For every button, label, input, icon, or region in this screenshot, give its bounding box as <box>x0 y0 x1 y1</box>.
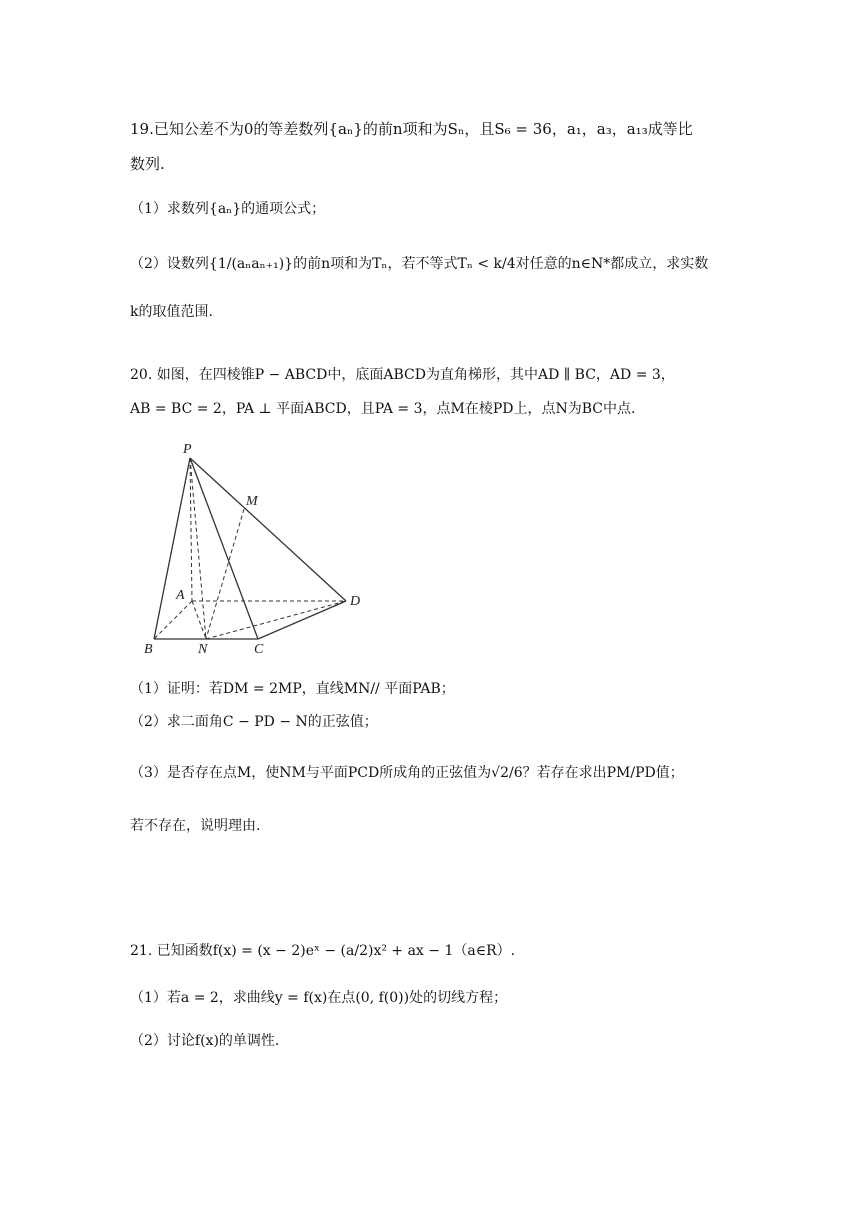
q21-part1: （1）若a = 2，求曲线y = f(x)在点(0, f(0))处的切线方程； <box>130 990 508 1006</box>
edge-PC <box>190 458 258 639</box>
q21-line1: 21. 已知函数f(x) = (x − 2)eˣ − (a/2)x² + ax − 1（a∈R）. <box>130 943 516 959</box>
q19-part1: （1）求数列{aₙ}的通项公式； <box>130 201 326 217</box>
label-C: C <box>254 642 264 657</box>
q19-part2-line2: k的取值范围. <box>130 304 213 320</box>
label-M: M <box>246 494 258 509</box>
edge-PB <box>154 458 190 639</box>
label-B: B <box>144 642 153 657</box>
q20-line2: AB = BC = 2，PA ⊥ 平面ABCD，且PA = 3，点M在棱PD上，点N为BC中点. <box>130 401 636 417</box>
label-P: P <box>183 442 192 457</box>
edge-PD <box>190 458 346 601</box>
q20-part3: （3）是否存在点M，使NM与平面PCD所成角的正弦值为√2/6？若存在求出PM/PD值； <box>130 765 684 781</box>
label-D: D <box>350 594 361 609</box>
pyramid-figure <box>130 435 390 665</box>
edge-PN <box>190 458 206 639</box>
edge-ND <box>206 601 346 639</box>
q21-part2: （2）讨论f(x)的单调性. <box>130 1033 280 1049</box>
q20-part2: （2）求二面角C − PD − N的正弦值； <box>130 714 378 730</box>
edge-CD <box>258 601 346 639</box>
label-N: N <box>198 642 208 657</box>
q19-part2: （2）设数列{1/(aₙaₙ₊₁)}的前n项和为Tₙ，若不等式Tₙ < k/4对任意的n∈N*都成立，求实数 <box>130 256 709 272</box>
q20-part3-line2: 若不存在，说明理由. <box>130 818 261 834</box>
label-A: A <box>176 588 185 603</box>
q19-line2: 数列. <box>130 155 165 173</box>
edge-AB <box>154 601 192 639</box>
edge-MN <box>206 509 244 639</box>
q20-line1: 20. 如图，在四棱锥P − ABCD中，底面ABCD为直角梯形，其中AD ∥ BC，AD = 3， <box>130 367 675 383</box>
q19-line1: 19.已知公差不为0的等差数列{aₙ}的前n项和为Sₙ，且S₆ = 36，a₁，a₃，a₁₃成等比 <box>130 120 693 138</box>
q20-part1: （1）证明：若DM = 2MP，直线MN// 平面PAB； <box>130 681 455 697</box>
